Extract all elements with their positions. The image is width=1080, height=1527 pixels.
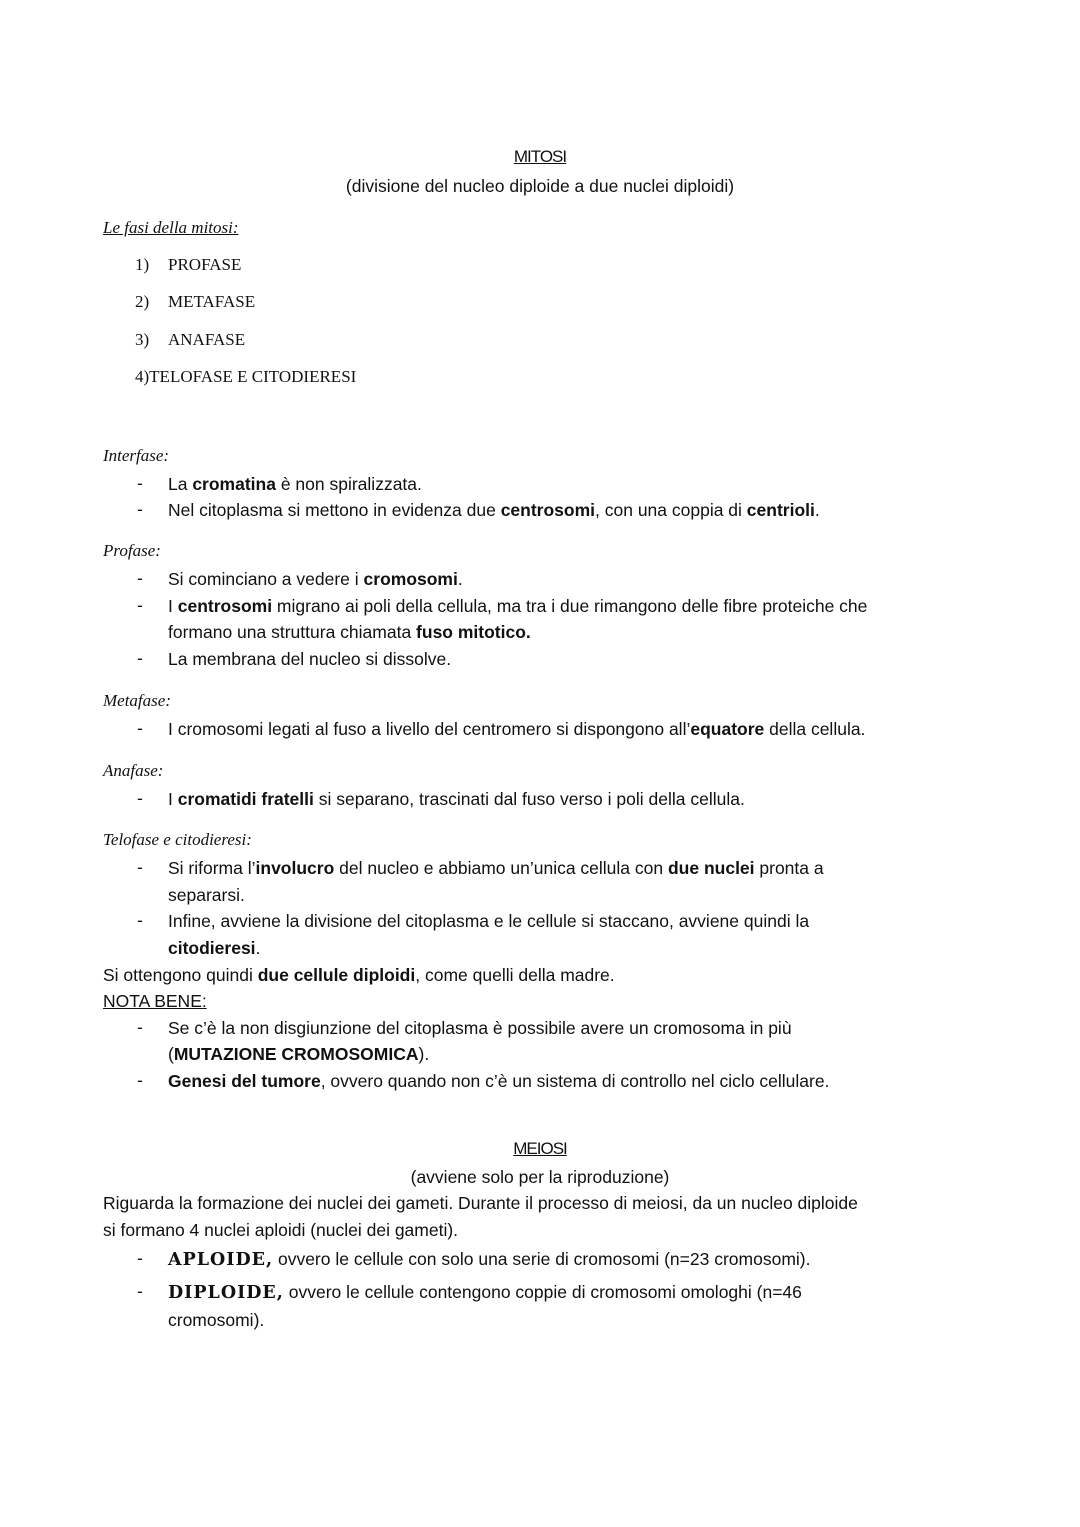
text-segment: Telofase e citodieresi:	[103, 830, 252, 849]
bullet-item	[168, 473, 422, 495]
dash-bullet-icon: -	[137, 473, 143, 493]
text-segment: La	[168, 474, 193, 494]
text-segment: si formano 4 nuclei aploidi (nuclei dei gameti).	[103, 1220, 459, 1240]
bold-term: APLOIDE,	[168, 1250, 274, 1270]
phase-label: METAFASE	[168, 292, 256, 311]
bullet-item	[168, 568, 463, 590]
bullet-continuation	[168, 1043, 429, 1065]
dash-bullet-icon: -	[137, 718, 143, 738]
bold-term: cromatina	[192, 474, 276, 494]
bullet-continuation	[168, 1309, 264, 1331]
text-segment: Si cominciano a vedere i	[168, 569, 364, 589]
bold-term: centrioli	[746, 500, 815, 520]
text-segment: Profase:	[103, 541, 161, 560]
bullet-continuation	[168, 937, 260, 959]
dash-bullet-icon: -	[137, 648, 143, 668]
text-segment: Si riforma l’	[168, 858, 256, 878]
dash-bullet-icon: -	[137, 568, 143, 588]
phase-heading	[103, 540, 161, 562]
bold-term: fuso mitotico.	[416, 622, 531, 642]
bullet-item	[168, 1017, 792, 1039]
phase-heading	[103, 760, 163, 782]
text-segment: (	[168, 1044, 174, 1064]
bold-term: centrosomi	[177, 596, 273, 616]
text-segment: I cromosomi legati al fuso a livello del centromero si dispongono all’	[168, 719, 691, 739]
bold-term: due cellule diploidi	[257, 965, 416, 985]
bold-term: citodieresi	[168, 938, 256, 958]
text-segment: Se c’è la non disgiunzione del citoplasma è possibile avere un cromosoma in più	[168, 1018, 792, 1038]
mitosi-subtitle: (divisione del nucleo diploide a due nuclei diploidi)	[345, 176, 735, 196]
text-segment: cromosomi).	[168, 1310, 265, 1330]
phase-number: 3)	[135, 330, 150, 349]
text-segment: .	[255, 938, 261, 958]
text-segment: .	[457, 569, 463, 589]
text-segment: Interfase:	[103, 446, 170, 465]
paragraph-line	[103, 964, 615, 986]
phase-label: ANAFASE	[168, 330, 246, 349]
bold-term: due nuclei	[667, 858, 755, 878]
bold-term: equatore	[690, 719, 765, 739]
bold-term: centrosomi	[500, 500, 596, 520]
text-segment: ovvero le cellule con solo una serie di cromosomi (n=23 cromosomi).	[273, 1249, 811, 1269]
text-segment: Si ottengono quindi	[103, 965, 258, 985]
text-segment: separarsi.	[168, 885, 245, 905]
text-segment: Nel citoplasma si mettono in evidenza due	[168, 500, 501, 520]
text-segment: NOTA BENE:	[103, 991, 207, 1011]
dash-bullet-icon: -	[137, 595, 143, 615]
phase-label: TELOFASE E CITODIERESI	[149, 367, 357, 386]
text-segment: , ovvero quando non c’è un sistema di controllo nel ciclo cellulare.	[320, 1071, 830, 1091]
dash-bullet-icon: -	[137, 499, 143, 519]
bullet-item	[168, 718, 865, 740]
bold-term: cromosomi	[363, 569, 458, 589]
text-segment: del nucleo e abbiamo un’unica cellula con	[334, 858, 668, 878]
bullet-item	[168, 857, 824, 879]
bullet-item	[168, 788, 745, 810]
text-segment: I	[168, 596, 178, 616]
text-segment: migrano ai poli della cellula, ma tra i due rimangono delle fibre proteiche che	[272, 596, 868, 616]
bullet-item	[168, 595, 867, 617]
bullet-continuation	[168, 621, 531, 643]
bullet-item	[168, 1281, 802, 1304]
phases-heading: Le fasi della mitosi:	[103, 218, 239, 237]
dash-bullet-icon: -	[137, 857, 143, 877]
bullet-item	[168, 1248, 810, 1271]
text-segment: pronta a	[754, 858, 824, 878]
text-segment: ovvero le cellule contengono coppie di cromosomi omologhi (n=46	[283, 1282, 802, 1302]
text-segment: della cellula.	[764, 719, 866, 739]
phase-heading	[103, 445, 169, 467]
dash-bullet-icon: -	[137, 1070, 143, 1090]
bullet-item	[168, 648, 451, 670]
dash-bullet-icon: -	[137, 1248, 143, 1268]
text-segment: , con una coppia di	[595, 500, 747, 520]
text-segment: ).	[418, 1044, 430, 1064]
text-segment: Infine, avviene la divisione del citoplasma e le cellule si staccano, avviene quindi la	[168, 911, 810, 931]
bold-term: DIPLOIDE,	[168, 1283, 284, 1303]
bullet-item	[168, 499, 820, 521]
phase-number: 2)	[135, 292, 150, 311]
dash-bullet-icon: -	[137, 1281, 143, 1301]
phase-item-4	[135, 366, 356, 388]
bold-term: MUTAZIONE CROMOSOMICA	[173, 1044, 419, 1064]
phase-number: 4)	[135, 367, 150, 386]
text-segment: .	[814, 500, 820, 520]
paragraph-line	[103, 1219, 458, 1241]
text-segment: Riguarda la formazione dei nuclei dei gameti. Durante il processo di meiosi, da un nucleo diploide	[103, 1193, 858, 1213]
phase-number: 1)	[135, 255, 150, 274]
phase-label: PROFASE	[168, 255, 242, 274]
text-segment: Metafase:	[103, 691, 171, 710]
bullet-continuation	[168, 884, 245, 906]
text-segment: , come quelli della madre.	[415, 965, 615, 985]
mitosi-title: MITOSI	[513, 147, 567, 166]
text-segment: La membrana del nucleo si dissolve.	[168, 649, 452, 669]
bold-term: involucro	[255, 858, 335, 878]
dash-bullet-icon: -	[137, 788, 143, 808]
text-segment: è non spiralizzata.	[275, 474, 422, 494]
bullet-item	[168, 910, 809, 932]
bullet-item	[168, 1070, 829, 1092]
paragraph-line	[103, 1192, 858, 1214]
phase-heading	[103, 690, 171, 712]
bold-term: cromatidi fratelli	[177, 789, 314, 809]
meiosi-subtitle: (avviene solo per la riproduzione)	[410, 1167, 670, 1187]
text-segment: si separano, trascinati dal fuso verso i poli della cellula.	[313, 789, 745, 809]
text-segment: Anafase:	[103, 761, 164, 780]
dash-bullet-icon: -	[137, 910, 143, 930]
phase-heading	[103, 829, 252, 851]
note-heading	[103, 990, 207, 1012]
text-segment: I	[168, 789, 178, 809]
meiosi-title: MEIOSI	[513, 1139, 567, 1158]
dash-bullet-icon: -	[137, 1017, 143, 1037]
text-segment: formano una struttura chiamata	[168, 622, 417, 642]
bold-term: Genesi del tumore	[168, 1071, 321, 1091]
